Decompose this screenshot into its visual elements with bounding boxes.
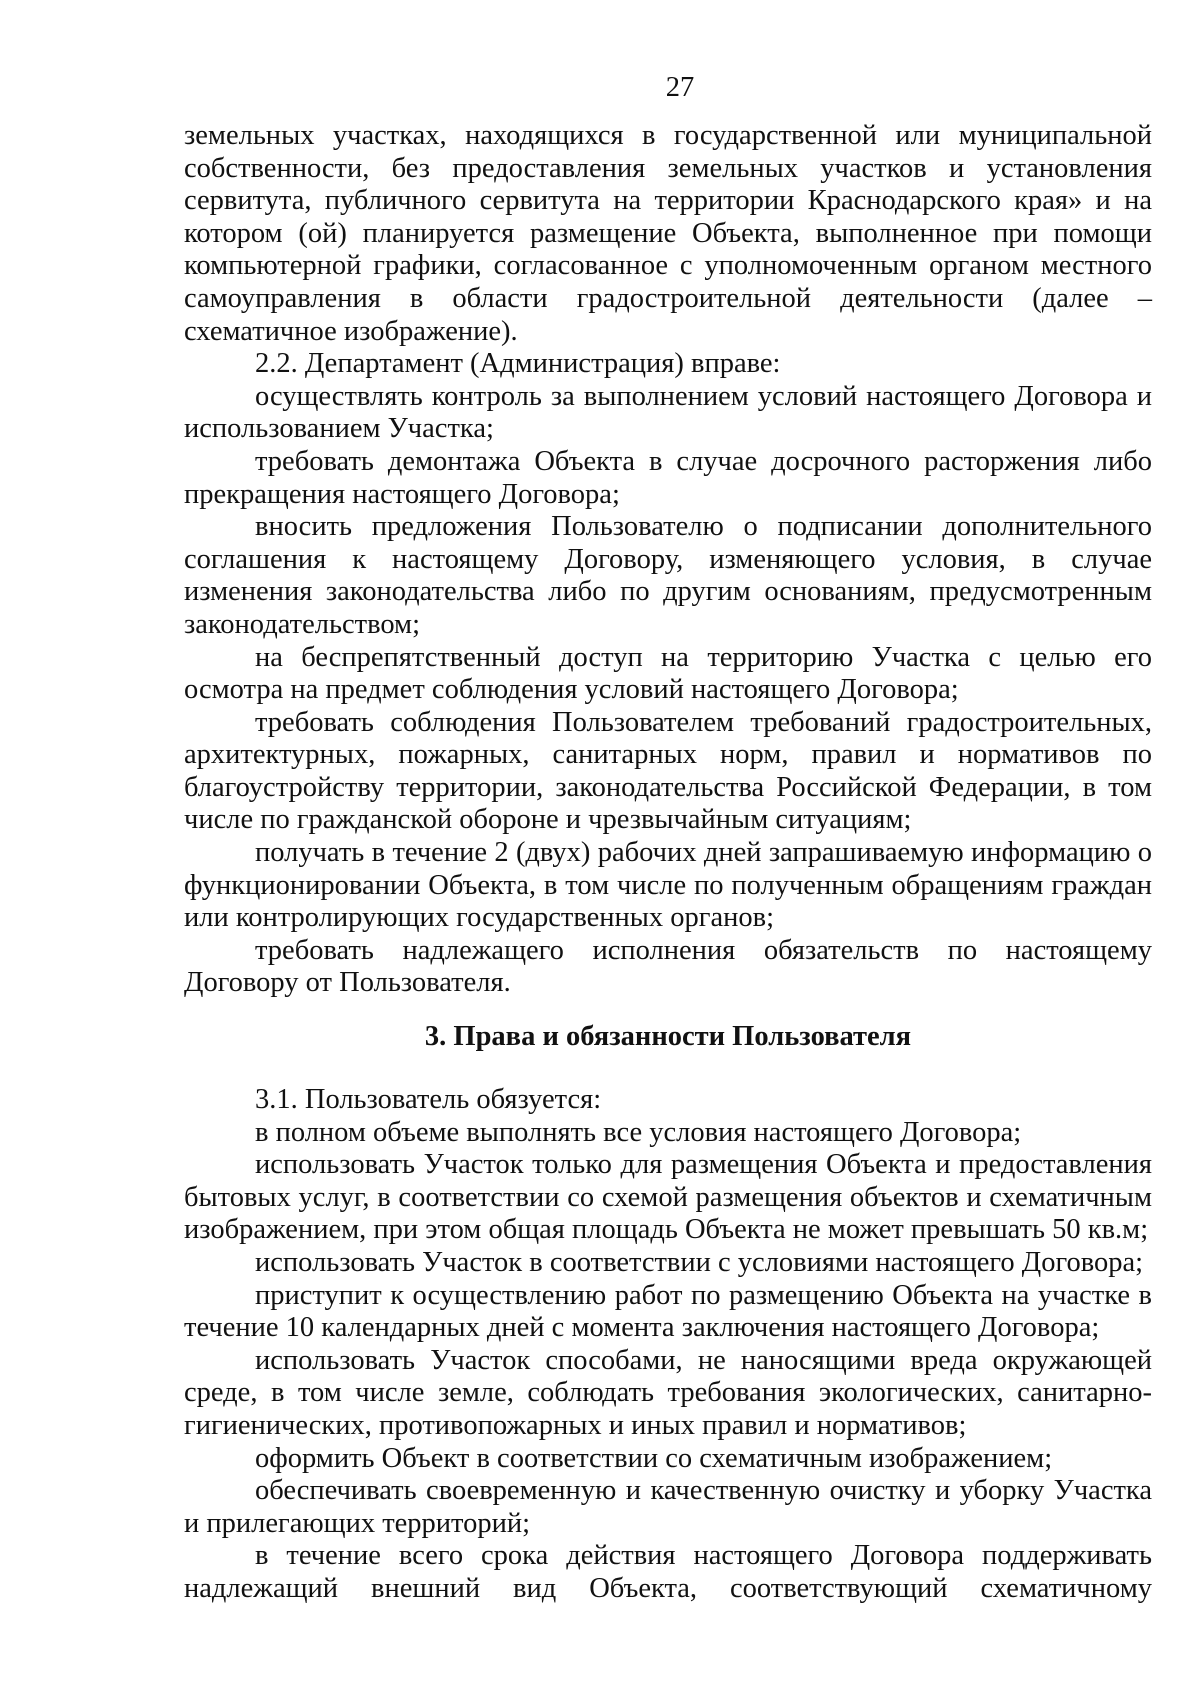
- section-3-text: [184, 1084, 1152, 1606]
- paragraph-appearance: в течение всего срока действия настоящего Договора поддерживать надлежащий внешний вид Объекта, соответствующий схематичному: [184, 1540, 1152, 1604]
- paragraph-start-works: приступит к осуществлению работ по размещению Объекта на участке в течение 10 календарных дней с момента заключения настоящего Договора;: [184, 1279, 1152, 1344]
- paragraph-dismantling: требовать демонтажа Объекта в случае досрочного расторжения либо прекращения настоящего Договора;: [184, 445, 1152, 510]
- clause-2-2-heading: 2.2. Департамент (Администрация) вправе:: [255, 348, 781, 380]
- paragraph-control: осуществлять контроль за выполнением условий настоящего Договора и использованием Участка;: [184, 380, 1152, 445]
- paragraph-use-conditions: использовать Участок в соответствии с условиями настоящего Договора;: [255, 1246, 1144, 1278]
- paragraph-use-purpose: использовать Участок только для размещения Объекта и предоставления бытовых услуг, в соответствии со схемой размещения объектов и схематичным изображением, при этом общая площадь Объекта не может превышать 50 кв.м;: [184, 1149, 1152, 1246]
- paragraph-compliance: требовать соблюдения Пользователем требований градостроительных, архитектурных, пожарных, санитарных норм, правил и нормативов по благоустройству территории, законодательства Российской Федерации, в том числе по гражданской обороне и чрезвычайным ситуациям;: [184, 706, 1152, 836]
- paragraph-access: на беспрепятственный доступ на территорию Участка с целью его осмотра на предмет соблюдения условий настоящего Договора;: [184, 641, 1152, 706]
- paragraph-design: оформить Объект в соответствии со схематичным изображением;: [255, 1442, 1053, 1474]
- paragraph-proposals: вносить предложения Пользователю о подписании дополнительного соглашения к настоящему Договору, изменяющего условия, в случае изменения законодательства либо по другим основаниям, предусмотренным законодательством;: [184, 511, 1152, 640]
- paragraph-obligations: требовать надлежащего исполнения обязательств по настоящему Договору от Пользователя.: [184, 934, 1152, 999]
- paragraph-environment: использовать Участок способами, не наносящими вреда окружающей среде, в том числе земле, соблюдать требования экологических, санитарно-гигиенических, противопожарных и иных правил и нормативов;: [184, 1344, 1152, 1441]
- paragraph-continuation: земельных участках, находящихся в государственной или муниципальной собственности, без предоставления земельных участков и установления сервитута, публичного сервитута на территории Краснодарского края» и на котором (ой) планируется размещение Объекта, выполненное при помощи компьютерной графики, согласованное с уполномоченным органом местного самоуправления в области градостроительной деятельности (далее – схематичное изображение).: [184, 120, 1152, 347]
- paragraph-full-compliance: в полном объеме выполнять все условия настоящего Договора;: [255, 1116, 1022, 1148]
- paragraph-information: получать в течение 2 (двух) рабочих дней запрашиваемую информацию о функционировании Объекта, в том числе по полученным обращениям граждан или контролирующих государственных органов;: [184, 837, 1152, 934]
- clause-3-1-heading: 3.1. Пользователь обязуется:: [255, 1084, 602, 1115]
- paragraph-cleaning: обеспечивать своевременную и качественную очистку и уборку Участка и прилегающих территорий;: [184, 1475, 1152, 1539]
- section-2-text: [184, 120, 1152, 1000]
- page-number: 27: [665, 72, 695, 103]
- section-3-heading: 3. Права и обязанности Пользователя: [424, 1021, 912, 1052]
